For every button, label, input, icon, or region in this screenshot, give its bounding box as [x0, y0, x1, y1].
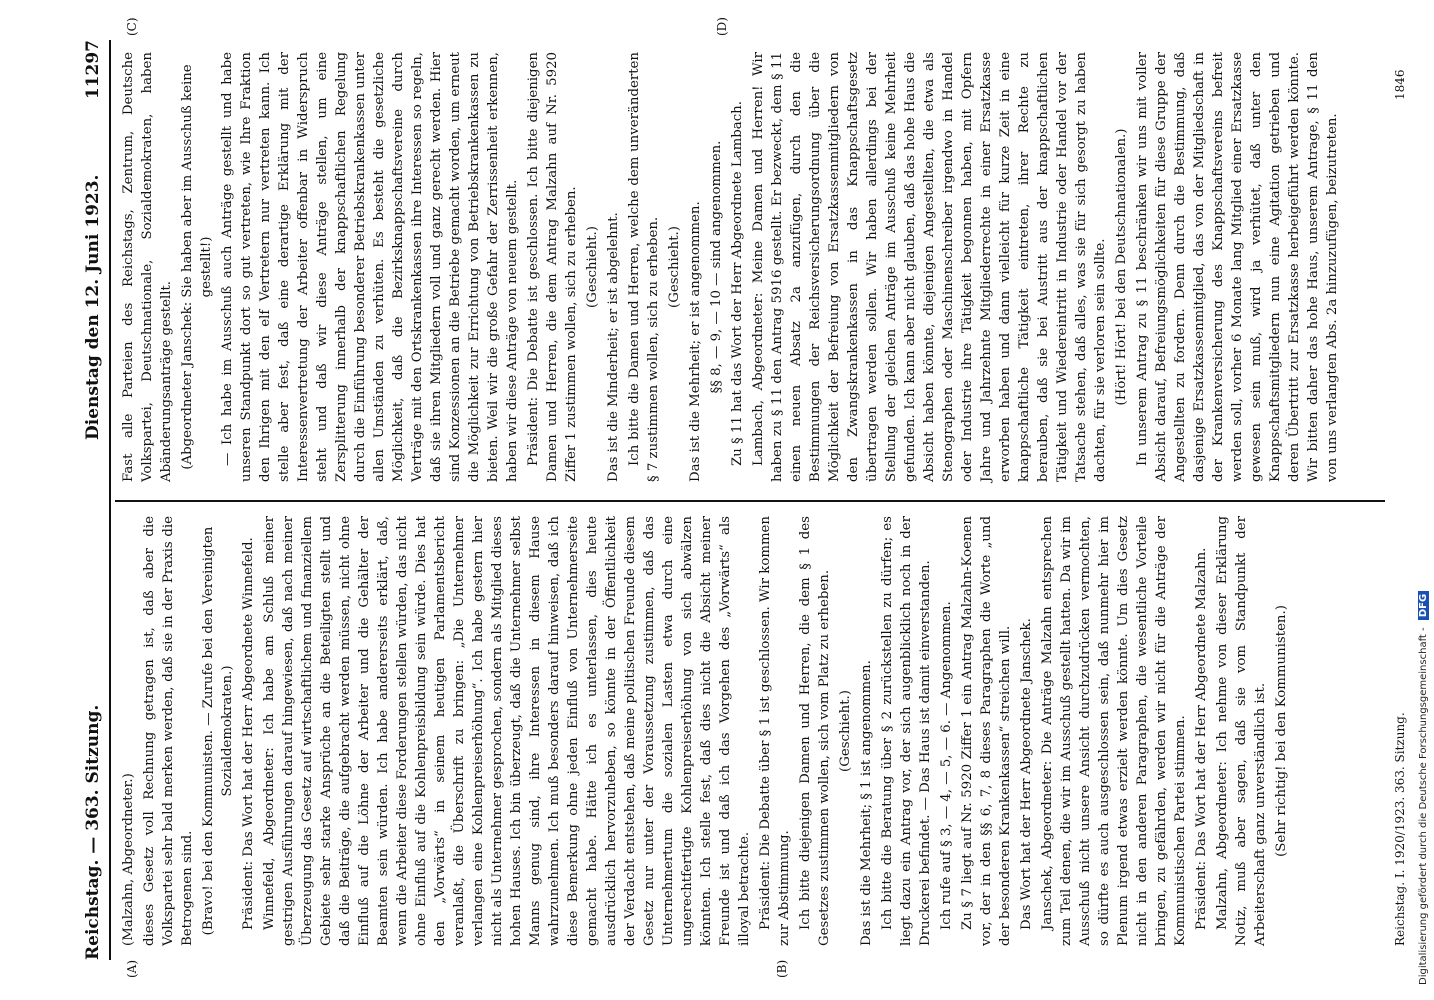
paragraph: Zu § 7 liegt auf Nr. 5920 Ziffer 1 ein Antrag Malzahn-Koenen vor, der in den §§ 6, 7, 8 dieses Paragraphen die Worte „und der besonderen Krankenkassen“ streichen will. [960, 516, 1013, 946]
interjection: (Sehr richtig! bei den Kommunisten.) [1274, 605, 1289, 857]
paragraph: Das Wort hat der Herr Abgeordnete Janschek. [1019, 618, 1034, 930]
paragraph: Winnefeld, Abgeordneter: Ich habe am Schluß meiner gestrigen Ausführungen darauf hingewiesen, daß nach meiner Überzeugung das Gesetz auf wirtschaftlichem und finanziellem Gebiete sehr starke Ansprüche an die Beteiligten stellt und daß die Beiträge, die aufgebracht werden müssen, nicht ohne Einfluß auf die Löhne der Arbeiter und die Gehälter der Beamten sein würden. Ich habe andererseits erklärt, daß, wenn die Arbeiter diese Forderungen stellen würden, das nicht ohne Einfluß auf die Kohlenpreisbildung sein würde. Dies hat den „Vorwärts“ in seinem heutigen Parlamentsbericht veranlaßt, die Überschrift zu bringen: „Die Unternehmer verlangen eine Kohlenpreiserhöhung“. Ich habe gestern hier nicht als Unternehmer gesprochen, sondern als Mitglied dieses hohen Hauses. Ich bin überzeugt, daß die Unternehmer selbst Manns genug sind, ihre Interessen in diesem Hause wahrzunehmen. Ich muß besonders darauf hinweisen, daß ich diese Bemerkung ohne jeden Einfluß von Unternehmerseite gemacht habe. Hätte ich es unterlassen, dies heute ausdrücklich hervorzuheben, so könnte in der Öffentlichkeit der Verdacht entstehen, daß meine politischen Freunde diesem Gesetz nur unter der Voraussetzung zustimmen, daß das Unternehmertum die sozialen Lasten etwa durch eine ungerechtfertigte Kohlenpreiserhöhung von sich abwälzen könnten. Ich stelle fest, daß dies nicht die Absicht meiner Freunde ist und daß ich das Vorgehen des „Vorwärts“ als illoyal betrachte. [262, 516, 752, 946]
paragraph: — Ich habe im Ausschuß auch Anträge gestellt und habe unseren Standpunkt dort so gut vertreten, wie Ihre Fraktion den Ihrigen mit den elf Vertretern nur vertreten kann. Ich stelle aber fest, daß eine derartige Erklärung mit der Interessenvertretung der Arbeiter offenbar in Widerspruch steht und daß wir diese Anträge stellen, um eine Zersplitterung innerhalb der knappschaftlichen Regelung durch die Einführung besonderer Betriebskrankenkassen unter allen Umständen zu verhüten. Es besteht die gesetzliche Möglichkeit, daß die Bezirksknappschaftsvereine durch Verträge mit den Ortskrankenkassen ihre Interessen so regeln, daß sie ihren Mitgliedern voll und ganz gerecht werden. Hier sind Konzessionen an die Betriebe gemacht worden, um erneut die Möglichkeit zur Errichtung von Betriebskrankenkassen zu bieten. Weil wir die große Gefahr der Zerrissenheit erkennen, haben wir diese Anträge von neuem gestellt. [220, 52, 520, 482]
paragraph: Präsident: Die Debatte ist geschlossen. Ich bitte diejenigen Damen und Herren, die dem Antrag Malzahn auf Nr. 5920 Ziffer 1 zustimmen wollen, sich zu erheben. [526, 52, 579, 482]
paragraph: §§ 8, — 9, — 10 — sind angenommen. [709, 140, 724, 394]
paragraph: Ich bitte die Damen und Herren, welche dem unveränderten § 7 zustimmen wollen, sich zu erheben. [627, 52, 661, 482]
dfg-funding-note [1418, 591, 1429, 985]
paragraph: dieses Gesetz voll Rechnung getragen ist, daß aber die Volkspartei sehr bald merken werden, daß sie in der Praxis die Betrogenen sind. [142, 516, 195, 946]
margin-mark-c: (C) [125, 17, 139, 36]
column-divider [115, 500, 1385, 502]
paragraph: In unserem Antrag zu § 11 beschränken wir uns mit voller Absicht darauf, Befreiungsmöglichkeiten für diese Gruppe der Angestellten zu fordern. Denn durch die Bestimmung, daß dasjenige Ersatzkassenmitglied, das von der Mitgliedschaft in der Krankenversicherung des Knappschaftsvereins befreit werden soll, vorher 6 Monate lang Mitglied einer Ersatzkasse gewesen sein muß, wird ja verhütet, daß unter den Knappschaftsmitgliedern nun eine Agitation getrieben und deren Übertritt zur Ersatzkasse herbeigeführt werden könnte. Wir bitten daher das hohe Haus, unserem Antrage, § 11 den von uns verlangten Abs. 2a hinzuzufügen, beizutreten. [1135, 52, 1340, 482]
margin-mark-b: (B) [775, 959, 789, 978]
paragraph: Das ist die Mehrheit; § 1 ist angenommen. [859, 660, 874, 946]
footer-sheet-number: 1846 [1393, 69, 1407, 100]
paragraph: Malzahn, Abgeordneter: Ich nehme von dieser Erklärung Notiz, muß aber sagen, daß sie vom Standpunkt der Arbeiterschaft ganz unverständlich ist. [1215, 516, 1268, 946]
interjection: (Geschieht.) [667, 226, 682, 308]
paragraph: Janschek, Abgeordneter: Die Anträge Malzahn entsprechen zum Teil denen, die wir im Ausschuß gestellt hatten. Da wir im Ausschuß nicht unsere Ansicht durchzudrücken vermochten, so dürfte es auch ausgeschlossen sein, daß nunmehr hier im Plenum irgend etwas erzielt werden könnte. Um dies Gesetz nicht in den anderen Paragraphen, die wesentliche Vorteile bringen, zu gefährden, werden wir nicht für die Anträge der Kommunistischen Partei stimmen. [1040, 516, 1188, 946]
paragraph: Präsident: Die Debatte über § 1 ist geschlossen. Wir kommen zur Abstimmung. [758, 516, 792, 946]
interjection: (Hört! Hört! bei den Deutschnationalen.) [1114, 128, 1129, 406]
margin-mark-d: (D) [715, 17, 729, 36]
header-session: Reichstag. — 363. Sitzung. [83, 704, 103, 960]
margin-mark-a: (A) [125, 959, 139, 978]
dfg-funding-text: Digitalisierung gefördert durch die Deutsche Forschungsgemeinschaft - [1418, 627, 1429, 985]
page-number: 11297 [83, 40, 103, 100]
paragraph: Ich bitte diejenigen Damen und Herren, die dem § 1 des Gesetzes zustimmen wollen, sich vom Platz zu erheben. [798, 516, 832, 946]
paragraph: Präsident: Das Wort hat der Herr Abgeordnete Malzahn. [1194, 547, 1209, 930]
paragraph: Das ist die Mehrheit; er ist angenommen. [688, 201, 703, 482]
paragraph: Das ist die Minderheit; er ist abgelehnt. [606, 212, 621, 482]
paragraph: Zu § 11 hat das Wort der Herr Abgeordnete Lambach. [730, 101, 745, 466]
right-column [119, 52, 1344, 482]
paragraph: Ich bitte die Beratung über § 2 zurückstellen zu dürfen; es liegt dazu ein Antrag vor, der sich augenblicklich noch in der Druckerei befindet. — Das Haus ist damit einverstanden. [880, 516, 933, 946]
interjection: (Bravo! bei den Kommunisten. — Zurufe bei den Vereinigten Sozialdemokraten.) [201, 526, 235, 936]
interjection: (Geschieht.) [838, 690, 853, 772]
paragraph: Präsident: Das Wort hat der Herr Abgeordnete Winnefeld. [241, 537, 256, 930]
left-column [119, 516, 1293, 946]
footer-source: Reichstag. I. 1920/1923. 363. Sitzung. [1393, 712, 1407, 946]
paragraph: (Malzahn, Abgeordneter.) [121, 773, 136, 946]
header-date: Dienstag den 12. Juni 1923. [83, 174, 103, 440]
interjection: (Geschieht.) [585, 226, 600, 308]
dfg-logo: DFG [1418, 591, 1429, 620]
paragraph: Lambach, Abgeordneter: Meine Damen und Herren! Wir haben zu § 11 den Antrag 5916 gestellt. Er bezweckt, dem § 11 einen neuen Absatz 2a anzufügen, durch den die Bestimmungen der Reichsversicherungsordnung über die Möglichkeit der Befreiung von Ersatzkassenmitgliedern von den Zwangskrankenkassen in das Knappschaftsgesetz übertragen werden sollen. Wir haben allerdings bei der Stellung der gleichen Anträge im Ausschuß keine Mehrheit gefunden. Ich kann aber nicht glauben, daß das hohe Haus die Absicht haben könnte, diejenigen Angestellten, die etwa als Stenographen oder Maschinenschreiber irgendwo in Handel oder Industrie ihre Tätigkeit begonnen haben, mit Opfern Jahre und Jahrzehnte Mitgliederrechte in einer Ersatzkasse erworben haben und dann vielleicht für kurze Zeit in eine knappschaftliche Tätigkeit eintreten, ihrer Rechte zu berauben, daß sie bei Austritt aus der knappschaftlichen Tätigkeit und Wiedereintritt in Industrie oder Handel vor der Tatsache stehen, daß alles, was sie für sich gesorgt zu haben dachten, für sie verloren sein sollte. [751, 52, 1108, 482]
paragraph: Fast alle Parteien des Reichstags, Zentrum, Deutsche Volkspartei, Deutschnationale, Sozialdemokraten, haben Abänderungsanträge gestellt. [121, 52, 174, 482]
rotated-document-page [75, 17, 1425, 978]
header-rule [109, 40, 111, 960]
paragraph: Ich rufe auf § 3, — 4, — 5, — 6. — Angenommen. [939, 601, 954, 930]
interjection: (Abgeordneter Janschek: Sie haben aber im Ausschuß keine gestellt!) [180, 64, 214, 470]
